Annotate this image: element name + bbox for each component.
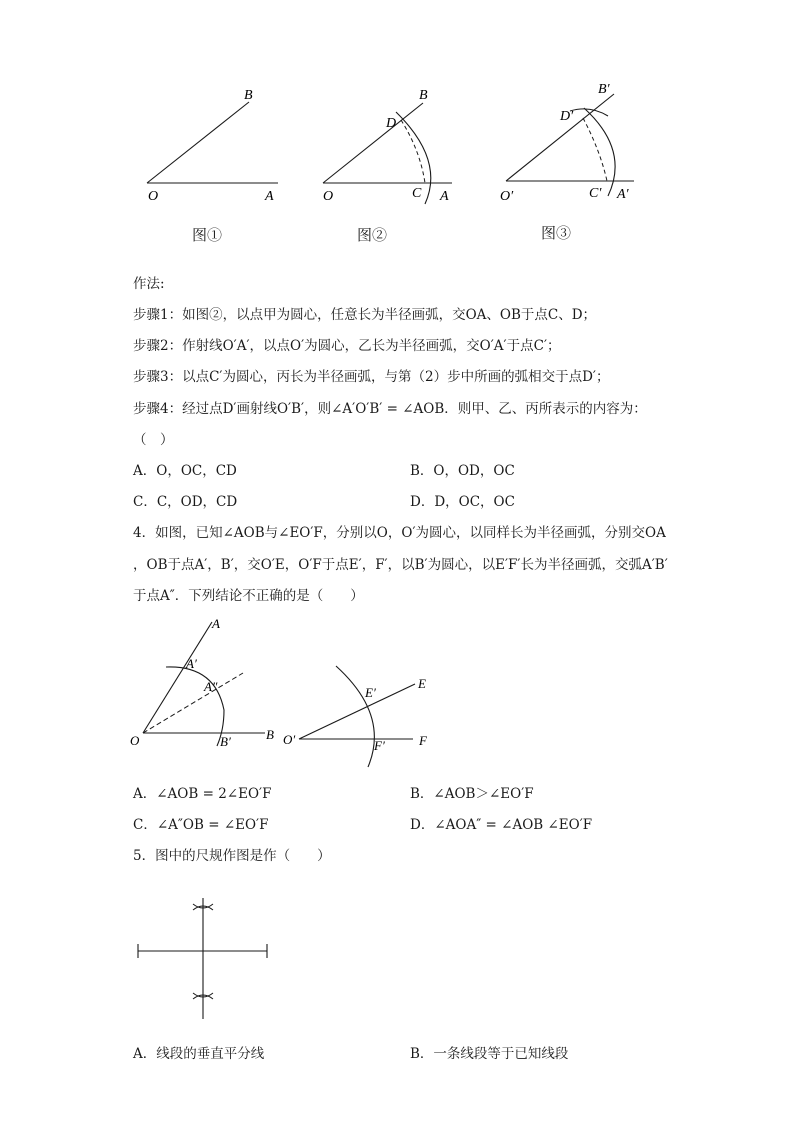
fig1-label-B: B (244, 88, 253, 103)
fig2-label-O: O (323, 189, 334, 204)
q3-answer-paren: （ ） (133, 432, 174, 448)
fig1-caption: 图① (192, 226, 223, 244)
q4-label-F: F (419, 733, 427, 748)
step-4: 步骤4：经过点D′画射线O′B′，则∠A′O′B′ = ∠AOB．则甲、乙、丙所表示的内容为： (133, 401, 647, 417)
q4-label-B1: B′ (220, 734, 231, 749)
q4-line-3: 于点A″．下列结论不正确的是（ ） (133, 588, 364, 604)
q4-label-A2: A″ (204, 679, 218, 694)
q4-label-E: E (418, 676, 426, 691)
method-heading: 作法: (133, 276, 165, 292)
q4-figure-right (0, 600, 794, 780)
fig2-label-C: C (412, 186, 422, 201)
q5-question: 5．图中的尺规作图是作（ ） (133, 848, 331, 864)
fig3-label-B: B′ (598, 82, 610, 97)
q5-figure (0, 880, 794, 1030)
q4-option-c[interactable]: C．∠A″OB = ∠EO′F (133, 817, 269, 833)
q4-label-E1: E′ (365, 685, 376, 700)
q4-label-A: A (212, 616, 220, 631)
fig3-label-D: D′ (560, 109, 574, 124)
q4-option-d[interactable]: D．∠AOA″ = ∠AOB ∠EO′F (410, 817, 593, 833)
q4-option-b[interactable]: B．∠AOB＞∠EO′F (410, 786, 534, 802)
q4-label-B: B (266, 727, 274, 742)
q4-line-1: 4．如图，已知∠AOB与∠EO′F，分别以O，O′为圆心，以同样长为半径画弧，分别交OA (133, 525, 666, 541)
q4-label-A1: A′ (186, 656, 197, 671)
q4-label-F1: F′ (374, 738, 385, 753)
q3-option-a[interactable]: A．O，OC，CD (133, 463, 237, 479)
fig2-label-B: B (419, 88, 428, 103)
step-3: 步骤3：以点C′为圆心，丙长为半径画弧，与第（2）步中所画的弧相交于点D′； (133, 369, 610, 385)
fig2-label-A: A (440, 189, 449, 204)
q5-option-b[interactable]: B．一条线段等于已知线段 (410, 1046, 569, 1062)
q4-label-O: O (130, 733, 140, 748)
q3-option-d[interactable]: D．D，OC，OC (410, 494, 515, 510)
step-1: 步骤1：如图②，以点甲为圆心，任意长为半径画弧，交OA、OB于点C、D； (133, 307, 597, 323)
fig1-label-O: O (148, 189, 159, 204)
fig3-label-A: A′ (617, 187, 629, 202)
fig2-label-D: D (386, 116, 397, 131)
q4-label-O1: O′ (283, 732, 296, 747)
q4-option-a[interactable]: A．∠AOB = 2∠EO′F (133, 786, 272, 802)
q5-option-a[interactable]: A．线段的垂直平分线 (133, 1046, 265, 1062)
fig1-label-A: A (265, 189, 274, 204)
fig3-caption: 图③ (541, 224, 572, 242)
q4-line-2: ，OB于点A′，B′，交O′E，O′F于点E′，F′，以B′为圆心，以E′F′长为半径画弧，交弧A′B′ (133, 557, 668, 573)
fig3-label-C: C′ (589, 186, 602, 201)
q3-option-b[interactable]: B．O，OD，OC (410, 463, 515, 479)
q3-option-c[interactable]: C．C，OD，CD (133, 494, 238, 510)
figure-3 (0, 0, 794, 250)
fig3-label-O: O′ (500, 189, 514, 204)
fig2-caption: 图② (357, 226, 388, 244)
step-2: 步骤2：作射线O′A′，以点O′为圆心，乙长为半径画弧，交O′A′于点C′； (133, 338, 561, 354)
